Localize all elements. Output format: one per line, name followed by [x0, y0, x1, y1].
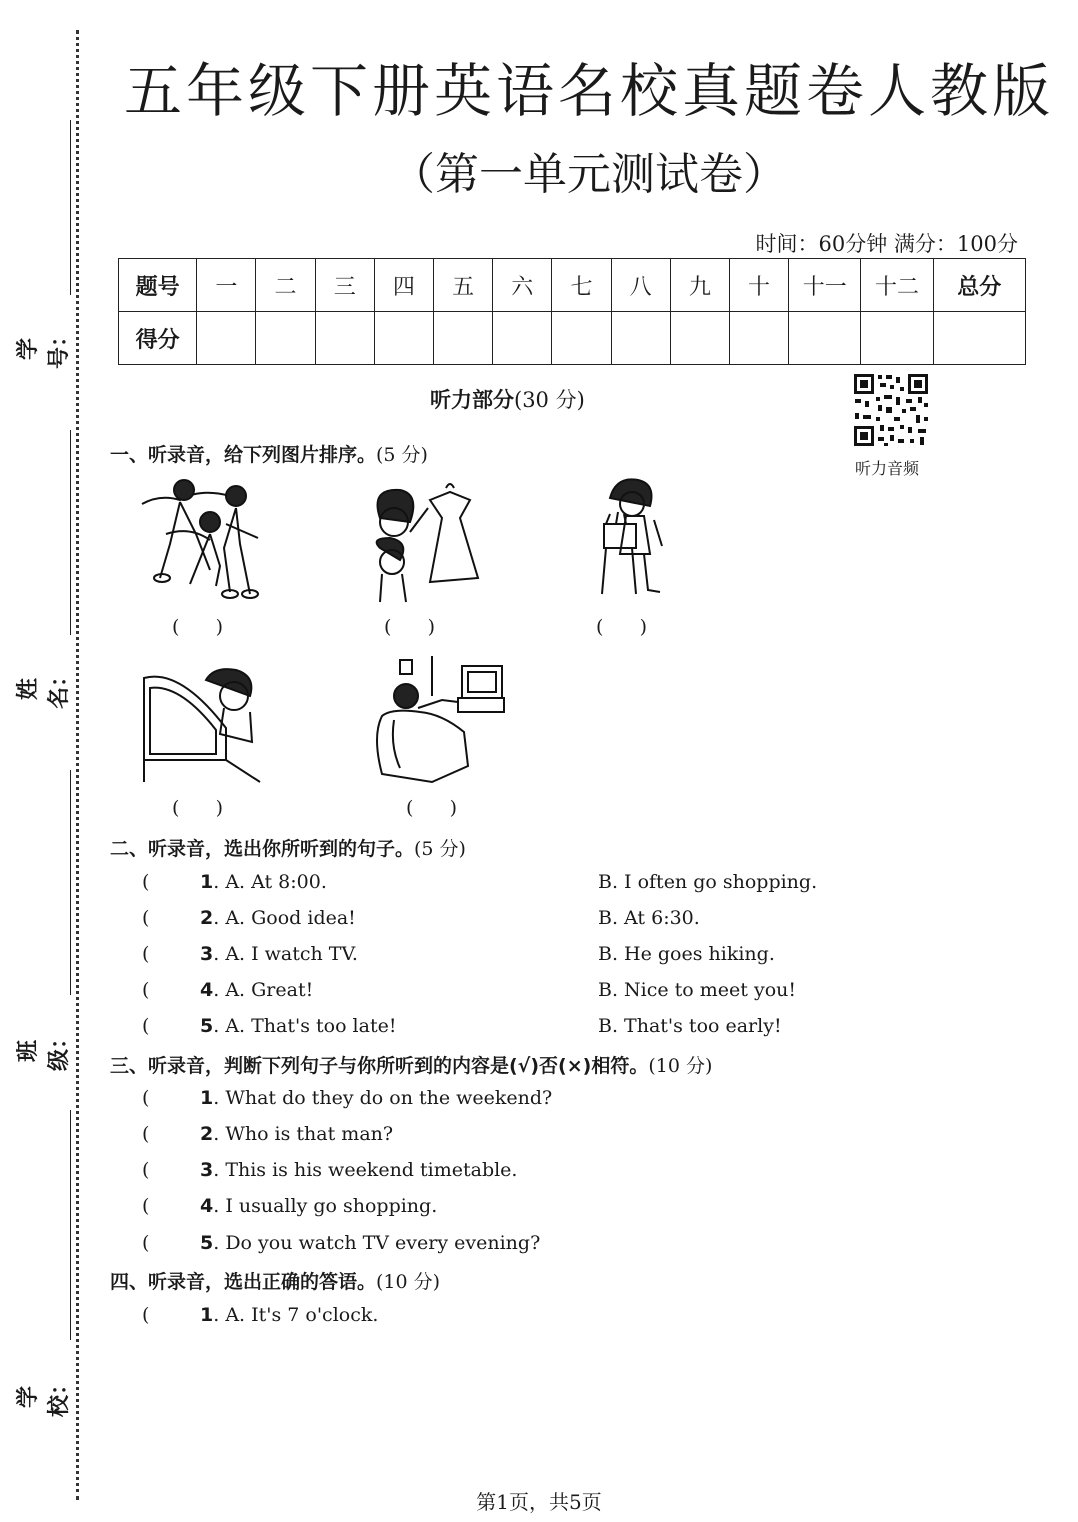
question-text: . This is his weekend timetable. — [213, 1159, 518, 1181]
question-text: . What do they do on the weekend? — [213, 1087, 553, 1109]
boy-piano-picture-icon — [140, 664, 275, 788]
section2-points: (5 分) — [414, 838, 466, 860]
listening-points: (30 分) — [514, 388, 585, 412]
score-input-cell[interactable] — [729, 312, 788, 365]
qr-label: 听力音频 — [855, 459, 920, 478]
score-cell: 七 — [552, 259, 611, 312]
answer-bracket[interactable]: ( — [142, 1304, 150, 1326]
option-b: B. I often go shopping. — [598, 871, 818, 893]
question-number: 3 — [200, 1159, 214, 1181]
section1-answer-blank[interactable]: ( ) — [172, 797, 224, 819]
section1-answer-blank[interactable]: ( ) — [172, 616, 224, 638]
score-cell: 总分 — [933, 259, 1025, 312]
section3-question — [142, 1195, 437, 1217]
page-footer: 第1页，共5页 — [476, 1490, 602, 1514]
score-cell: 十二 — [861, 259, 933, 312]
section1-points: (5 分) — [376, 444, 428, 466]
question-number: 4 — [200, 979, 214, 1001]
section1-answer-blank[interactable]: ( ) — [596, 616, 648, 638]
score-input-cell[interactable] — [861, 312, 933, 365]
section2-question — [142, 943, 775, 965]
answer-bracket[interactable]: ( — [142, 1232, 150, 1254]
option-a: . A. I watch TV. — [213, 943, 358, 965]
answer-bracket[interactable]: ( — [142, 1159, 150, 1181]
score-cell: 二 — [256, 259, 315, 312]
question-number: 1 — [200, 871, 214, 893]
section1-title — [110, 440, 428, 467]
class-underline — [70, 770, 71, 995]
section3-question — [142, 1159, 517, 1181]
question-number: 5 — [200, 1232, 214, 1254]
score-input-cell[interactable] — [670, 312, 729, 365]
option-a: . A. That's too late! — [213, 1015, 397, 1037]
score-input-cell[interactable] — [434, 312, 493, 365]
question-number: 1 — [200, 1087, 214, 1109]
score-input-cell[interactable] — [493, 312, 552, 365]
question-text: . I usually go shopping. — [213, 1195, 438, 1217]
class-label: 班级： — [16, 1026, 72, 1071]
section3-title — [110, 1051, 712, 1078]
section1-answer-blank[interactable]: ( ) — [384, 616, 436, 638]
answer-bracket[interactable]: ( — [142, 1087, 150, 1109]
question-number: 4 — [200, 1195, 214, 1217]
watching-tv-picture-icon — [372, 656, 507, 786]
option-a: . A. Great! — [213, 979, 314, 1001]
score-table-header-row — [119, 259, 1026, 312]
section3-question — [142, 1123, 393, 1145]
answer-bracket[interactable]: ( — [142, 1015, 150, 1037]
page-title: 五年级下册英语名校真题卷人教版 — [123, 57, 1054, 125]
section2-question — [142, 871, 818, 893]
section3-question — [142, 1087, 552, 1109]
section2-title — [110, 834, 466, 861]
score-cell: 十 — [729, 259, 788, 312]
binding-dotted-line — [76, 30, 79, 1500]
question-text: . A. It's 7 o'clock. — [213, 1304, 379, 1326]
score-input-cell[interactable] — [315, 312, 374, 365]
score-cell: 十一 — [789, 259, 861, 312]
section2-question — [142, 979, 797, 1001]
girl-cleaning-picture-icon — [596, 476, 676, 600]
listening-section-title — [430, 384, 585, 414]
score-cell: 九 — [670, 259, 729, 312]
score-table-score-row — [119, 312, 1026, 365]
answer-bracket[interactable]: ( — [142, 1123, 150, 1145]
section3-title-text: 三、听录音，判断下列句子与你所听到的内容是(√)否(×)相符。 — [110, 1055, 649, 1077]
score-input-cell[interactable] — [197, 312, 256, 365]
score-input-cell[interactable] — [552, 312, 611, 365]
question-text: . Do you watch TV every evening? — [213, 1232, 541, 1254]
score-input-cell[interactable] — [611, 312, 670, 365]
section3-question — [142, 1232, 540, 1254]
question-number: 5 — [200, 1015, 214, 1037]
section4-title-text: 四、听录音，选出正确的答语。 — [110, 1271, 377, 1293]
name-label: 姓名： — [16, 664, 72, 709]
answer-bracket[interactable]: ( — [142, 907, 150, 929]
score-cell: 六 — [493, 259, 552, 312]
score-cell: 八 — [611, 259, 670, 312]
section1-answer-blank[interactable]: ( ) — [406, 797, 458, 819]
score-cell: 题号 — [119, 259, 197, 312]
exam-meta: 时间：60分钟 满分：100分 — [755, 232, 1018, 256]
score-cell: 一 — [197, 259, 256, 312]
section4-question — [142, 1304, 378, 1326]
page-subtitle: （第一单元测试卷） — [391, 149, 787, 200]
section1-title-text: 一、听录音，给下列图片排序。 — [110, 444, 377, 466]
school-label: 学校： — [16, 1372, 72, 1417]
score-cell: 五 — [434, 259, 493, 312]
section4-title — [110, 1267, 440, 1294]
answer-bracket[interactable]: ( — [142, 871, 150, 893]
school-underline — [70, 1110, 71, 1340]
listening-title-text: 听力部分 — [430, 388, 514, 412]
kids-hiking-picture-icon — [140, 474, 270, 604]
score-input-cell[interactable] — [374, 312, 433, 365]
section3-points: (10 分) — [648, 1055, 713, 1077]
answer-bracket[interactable]: ( — [142, 1195, 150, 1217]
option-b: B. At 6:30. — [598, 907, 700, 929]
section2-question — [142, 1015, 782, 1037]
option-a: . A. At 8:00. — [213, 871, 327, 893]
section2-title-text: 二、听录音，选出你所听到的句子。 — [110, 838, 415, 860]
question-text: . Who is that man? — [213, 1123, 394, 1145]
score-row-label: 得分 — [119, 312, 197, 365]
option-a: . A. Good idea! — [213, 907, 356, 929]
option-b: B. He goes hiking. — [598, 943, 775, 965]
section4-points: (10 分) — [376, 1271, 441, 1293]
score-cell: 三 — [315, 259, 374, 312]
answer-bracket[interactable]: ( — [142, 979, 150, 1001]
question-number: 2 — [200, 907, 214, 929]
qr-code-icon[interactable] — [852, 372, 930, 448]
student-id-label: 学号： — [16, 324, 72, 369]
score-input-cell[interactable] — [933, 312, 1025, 365]
question-number: 1 — [200, 1304, 214, 1326]
score-input-cell[interactable] — [256, 312, 315, 365]
answer-bracket[interactable]: ( — [142, 943, 150, 965]
question-number: 3 — [200, 943, 214, 965]
name-underline — [70, 430, 71, 635]
score-cell: 四 — [374, 259, 433, 312]
option-b: B. That's too early! — [598, 1015, 782, 1037]
shopping-dress-picture-icon — [350, 478, 485, 608]
option-b: B. Nice to meet you! — [598, 979, 797, 1001]
score-input-cell[interactable] — [789, 312, 861, 365]
section2-question — [142, 907, 700, 929]
student-id-underline — [70, 120, 71, 295]
question-number: 2 — [200, 1123, 214, 1145]
score-table — [118, 258, 1026, 365]
